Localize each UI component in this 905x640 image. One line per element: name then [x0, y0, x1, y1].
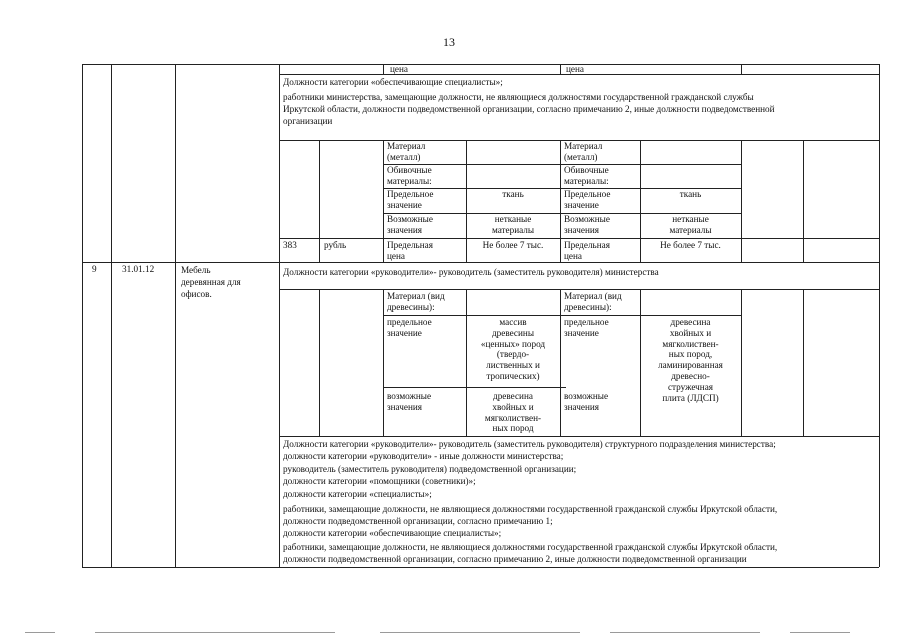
category-text: организации — [283, 116, 333, 126]
scan-artifact — [25, 632, 55, 633]
characteristic-label: Предельная цена — [564, 240, 610, 261]
characteristic-label: Предельная цена — [387, 240, 433, 261]
category-text: Должности категории «обеспечивающие специалисты»; — [283, 77, 503, 87]
table-rule — [82, 64, 879, 65]
characteristic-label: возможные значения — [387, 391, 432, 412]
characteristic-value: древесина хвойных и мягколиствен- ных пород — [484, 391, 542, 434]
table-rule — [383, 387, 566, 388]
characteristic-label: Материал (вид древесины): — [387, 291, 445, 312]
table-rule — [82, 262, 879, 263]
scan-artifact — [95, 632, 335, 633]
table-rule — [383, 140, 384, 262]
characteristic-label: Материал (вид древесины): — [564, 291, 622, 312]
category-text: должности категории «специалисты»; — [283, 489, 432, 499]
table-rule — [279, 289, 879, 290]
table-rule — [319, 289, 320, 436]
table-rule — [279, 238, 879, 239]
category-text: работники министерства, замещающие должности, не являющиеся должностями государственной гражданской службы — [283, 92, 754, 102]
characteristic-value: массив древесины «ценных» пород (твердо- лиственных и тропических) — [480, 317, 546, 381]
table-rule — [383, 315, 741, 316]
price-label-left: цена — [390, 64, 408, 74]
characteristic-label: Возможные значения — [387, 214, 433, 235]
scan-artifact — [610, 632, 760, 633]
characteristic-label: предельное значение — [564, 317, 609, 338]
characteristic-label: Обивочные материалы: — [387, 165, 432, 186]
row-number: 9 — [92, 264, 97, 274]
okei-code: 383 — [283, 240, 297, 250]
category-text: должности категории «помощники (советники)»; — [283, 476, 476, 486]
characteristic-label: Материал (металл) — [387, 141, 426, 162]
characteristic-value: Не более 7 тыс. — [660, 240, 721, 250]
table-rule — [82, 64, 83, 567]
table-rule — [879, 64, 880, 567]
table-rule — [279, 64, 280, 567]
characteristic-value: ткань — [679, 189, 702, 199]
characteristic-label: Обивочные материалы: — [564, 165, 609, 186]
unit-name: рубль — [324, 240, 347, 250]
table-rule — [175, 64, 176, 567]
category-text: должности подведомственной организации, согласно примечанию 1; — [283, 516, 553, 526]
scan-artifact — [380, 632, 580, 633]
characteristic-value: древесина хвойных и мягколиствен- ных пород, ламинированная древесно- стружечная плита (ЛДСП) — [658, 317, 723, 403]
characteristic-value: нетканые материалы — [669, 214, 712, 235]
category-text: должности категории «руководители» - иные должности министерства; — [283, 451, 564, 461]
table-rule — [560, 64, 561, 74]
table-rule — [82, 567, 879, 568]
table-rule — [560, 289, 561, 436]
page-number: 13 — [443, 35, 455, 49]
category-text: Должности категории «руководители»- руководитель (заместитель руководителя) структурного подразделения министерства; — [283, 439, 776, 449]
table-rule — [279, 436, 879, 437]
characteristic-value: Не более 7 тыс. — [482, 240, 544, 250]
table-rule — [741, 289, 742, 436]
characteristic-label: Предельное значение — [564, 189, 611, 210]
table-rule — [741, 64, 742, 74]
table-rule — [803, 289, 804, 436]
characteristic-label: Возможные значения — [564, 214, 610, 235]
table-rule — [383, 289, 384, 436]
table-rule — [111, 64, 112, 567]
characteristic-label: Материал (металл) — [564, 141, 603, 162]
category-text: Иркутской области, должности подведомственной организации, согласно примечанию 2, иные должности подведомственной — [283, 104, 775, 114]
category-header: Должности категории «руководители»- руководитель (заместитель руководителя) министерства — [283, 267, 659, 277]
table-rule — [741, 140, 742, 262]
characteristic-value: ткань — [502, 189, 524, 199]
category-text: должности категории «обеспечивающие специалисты»; — [283, 528, 502, 538]
price-label-right: цена — [566, 64, 584, 74]
characteristic-label: предельное значение — [387, 317, 432, 338]
characteristic-value: нетканые материалы — [491, 214, 535, 235]
document-table — [82, 64, 879, 567]
category-text: руководитель (заместитель руководителя) подведомственной организации; — [283, 464, 577, 474]
scan-artifact — [790, 632, 850, 633]
table-rule — [560, 140, 561, 262]
table-rule — [383, 64, 384, 74]
characteristic-label: возможные значения — [564, 391, 609, 412]
okpd-code: 31.01.12 — [122, 264, 155, 274]
table-rule — [319, 140, 320, 262]
characteristic-label: Предельное значение — [387, 189, 434, 210]
category-text: работники, замещающие должности, не являющиеся должностями государственной гражданской службы Иркутской области, — [283, 504, 778, 514]
category-text: работники, замещающие должности, не являющиеся должностями государственной гражданской службы Иркутской области, — [283, 542, 778, 552]
table-rule — [803, 140, 804, 262]
product-name: Мебель деревянная для офисов. — [181, 265, 241, 299]
category-text: должности подведомственной организации, согласно примечанию 2, иные должности подведомственной организации — [283, 554, 747, 564]
table-rule — [383, 164, 741, 165]
